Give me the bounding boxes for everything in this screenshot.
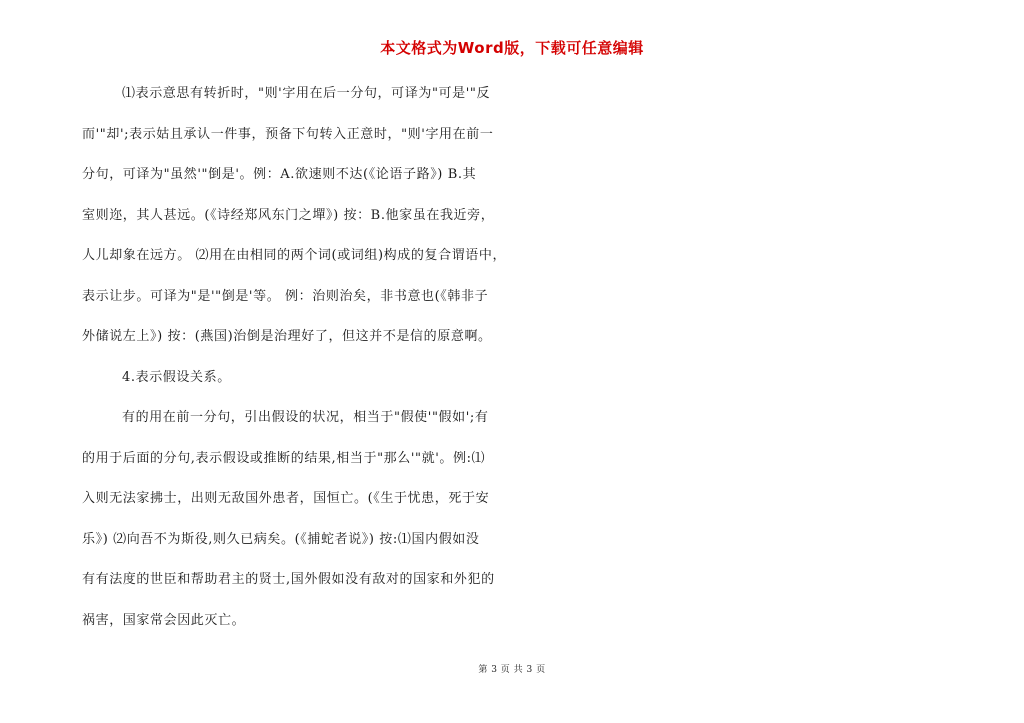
text-line: 4.表示假设关系。: [122, 369, 231, 385]
text-line: 祸害，国家常会因此灭亡。: [82, 612, 246, 628]
text-line: 外储说左上》) 按：(燕国)治倒是治理好了，但这并不是信的原意啊。: [82, 329, 492, 344]
text-line: 乐》) ⑵向吾不为斯役,则久已病矣。(《捕蛇者说》) 按:⑴国内假如没: [82, 531, 480, 547]
text-line: 而'"却';表示姑且承认一件事，预备下句转入正意时，"则'字用在前一: [82, 126, 494, 142]
text-line: 有的用在前一分句，引出假设的状况，相当于"假使'"假如';有: [122, 410, 489, 425]
text-line: ⑴表示意思有转折时，"则'字用在后一分句，可译为"可是'"反: [122, 86, 491, 101]
document-banner: 本文格式为Word版，下载可任意编辑: [380, 39, 644, 57]
text-line: 室则迩，其人甚远。(《诗经郑风东门之墠》) 按：B.他家虽在我近旁，: [82, 207, 495, 223]
text-line: 表示让步。可译为"是'"倒是'等。 例：治则治矣，非书意也(《韩非子: [82, 288, 489, 304]
page-footer: 第 3 页 共 3 页: [478, 665, 546, 675]
text-line: 人儿却象在远方。 ⑵用在由相同的两个词(或词组)构成的复合谓语中，: [82, 248, 507, 263]
text-line: 有有法度的世臣和帮助君主的贤士,国外假如没有敌对的国家和外犯的: [82, 572, 495, 587]
text-line: 分句，可译为"虽然'"倒是'。例：A.欲速则不达(《论语子路》) B.其: [82, 167, 477, 182]
document-body: [82, 78, 522, 645]
text-line: 的用于后面的分句,表示假设或推断的结果,相当于"那么'"就'。例:⑴: [82, 450, 486, 466]
text-line: 入则无法家拂士，出则无敌国外患者，国恒亡。(《生于忧患，死于安: [82, 491, 490, 506]
